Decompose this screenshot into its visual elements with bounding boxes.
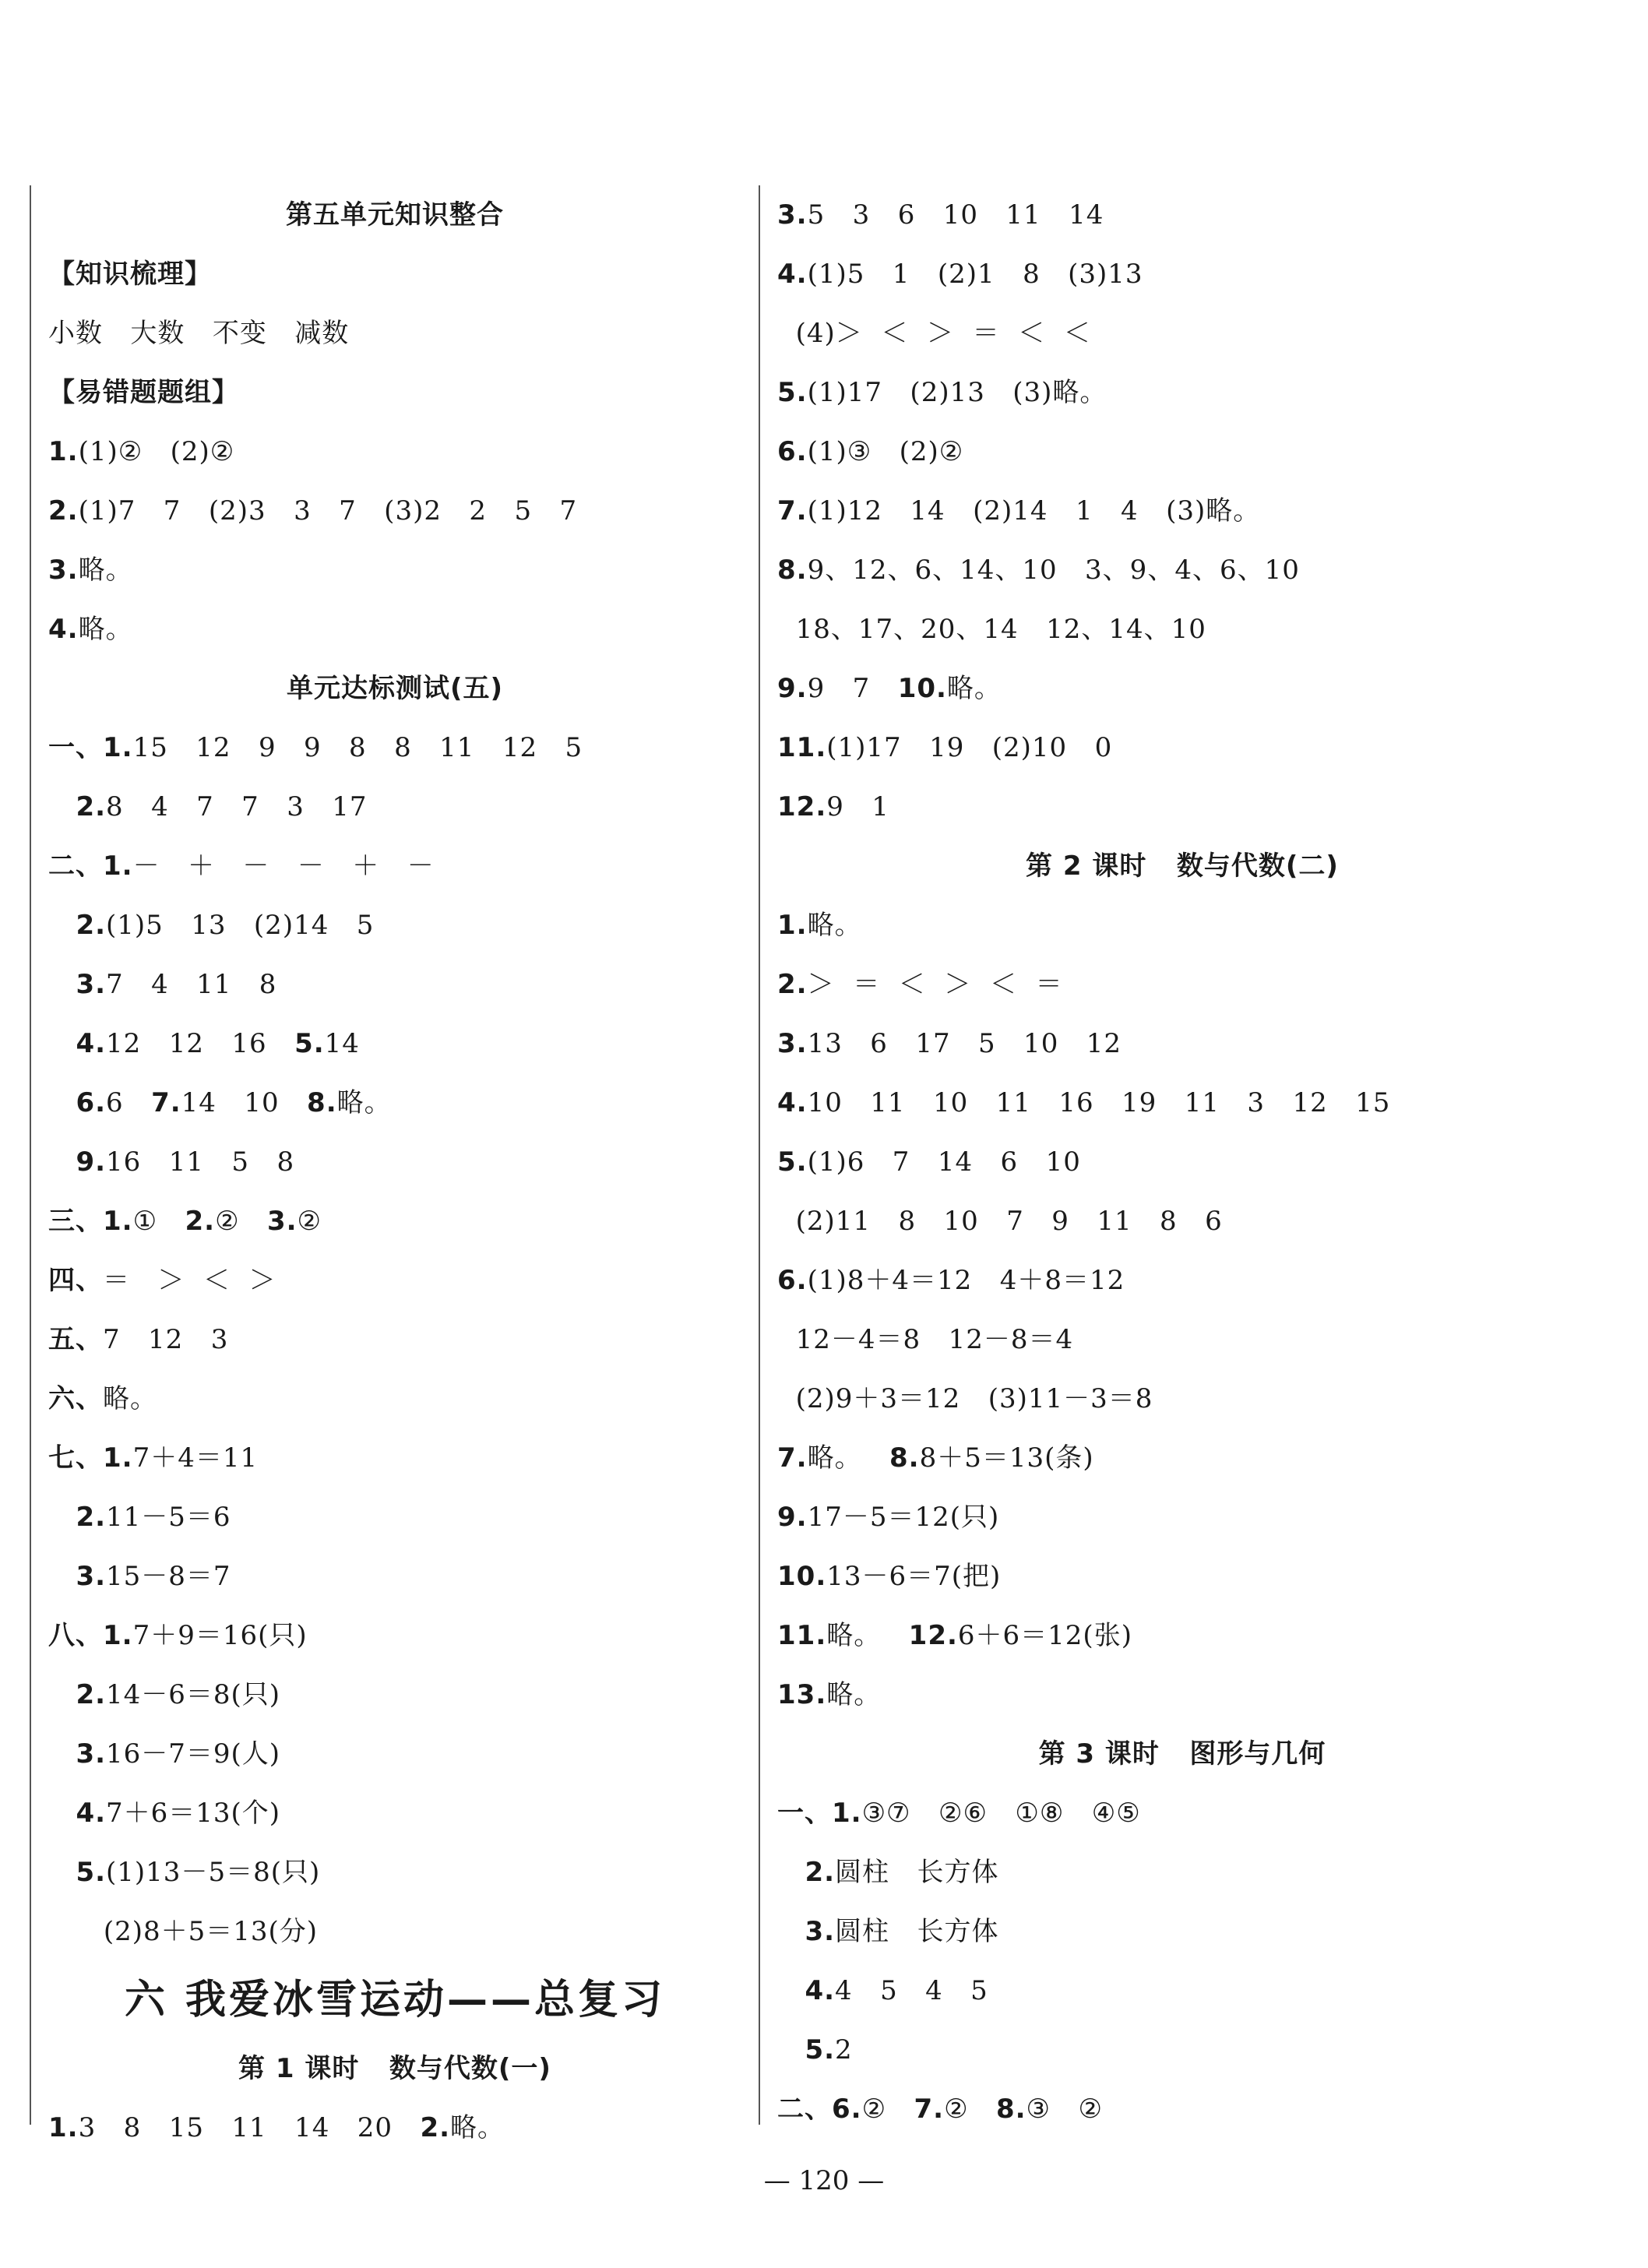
answer-text: 7＋9＝16(只) [132,1620,308,1651]
answer-text: 6＋6＝12(张) [957,1620,1132,1651]
answer-text: 2 [835,2034,853,2066]
question-number: 2. [420,2112,451,2143]
answer-text: 略。 [826,1620,909,1651]
answer-line [777,955,1587,1014]
left-column [48,185,741,2157]
answer-text: 略。 [807,910,862,941]
question-number: 4. [777,1087,808,1118]
answer-line [48,422,741,481]
question-number: 六、 [48,1383,103,1414]
indent [48,791,76,822]
question-number: 一、1. [777,1798,862,1829]
question-number: 6. [777,436,808,467]
question-number: 13. [777,1679,827,1710]
answer-text: (1)17 (2)13 (3)略。 [807,377,1107,408]
answer-line [777,1488,1587,1547]
answer-text: 7＋4＝11 [132,1442,259,1474]
question-number: 二、6. [777,2094,862,2125]
answer-text: 4 5 4 5 [835,1975,988,2006]
question-number: 7. [151,1087,181,1118]
answer-line [48,1192,741,1251]
question-number: 1. [48,2112,79,2143]
answer-line [48,1428,741,1488]
question-number: 9. [777,1502,808,1533]
answer-text: 略。 [826,1679,882,1710]
answer-text: 9 1 [826,791,889,822]
indent [777,1206,796,1237]
answer-text: ＞ ＝ ＜ ＞ ＜ ＝ [807,969,1063,1000]
section-heading: 单元达标测试(五) [286,673,504,704]
answer-line [777,1547,1587,1606]
question-number: 2. [777,969,808,1000]
answer-line [777,659,1587,718]
answer-text: 11－5＝6 [106,1502,231,1533]
indent [48,1561,76,1592]
left-margin-rule [30,185,31,2125]
answer-text: 略。 [78,555,133,586]
answer-text: ② [297,1206,322,1237]
answer-line [777,1961,1587,2020]
answer-text: ③ ② [1026,2094,1103,2125]
answer-text: 14 10 [181,1087,308,1118]
question-number: 2. [76,910,107,941]
indent [777,1975,805,2006]
question-number: 4. [76,1798,107,1829]
answer-line [777,1606,1587,1665]
answer-text: 5 3 6 10 11 14 [807,199,1104,231]
answer-line [777,481,1587,541]
answer-text: 7＋6＝13(个) [106,1798,281,1829]
answer-text: 略。 [78,614,133,645]
answer-line [48,1014,741,1073]
answer-text: 13 6 17 5 10 12 [807,1028,1122,1059]
indent [48,910,76,941]
question-number: 5. [294,1028,325,1059]
question-number: 11. [777,1620,827,1651]
answer-text: 圆柱 长方体 [835,1857,999,1888]
answer-text: 15－8＝7 [106,1561,231,1592]
answer-line [777,1132,1587,1192]
answer-line [48,481,741,541]
answer-line [777,422,1587,481]
question-number: 11. [777,732,827,763]
page-number: — 120 — [763,2165,885,2196]
answer-line [777,2080,1587,2139]
indent [48,1146,76,1178]
answer-text: － ＋ － － ＋ － [132,850,435,882]
question-number: 八、1. [48,1620,133,1651]
question-number: 6. [777,1265,808,1296]
question-number: 七、1. [48,1442,133,1474]
answer-text: 圆柱 长方体 [835,1916,999,1947]
question-number: 2. [185,1206,216,1237]
answer-line [777,1192,1587,1251]
question-number: 3. [266,1206,298,1237]
answer-line [777,541,1587,600]
answer-text: 18、17、20、14 12、14、10 [795,614,1206,645]
answer-text: 12－4＝8 12－8＝4 [795,1324,1074,1355]
question-number: 4. [805,1975,836,2006]
answer-line [48,1724,741,1784]
answer-text: (1)② (2)② [78,436,235,467]
answer-text: 16－7＝9(人) [106,1738,281,1770]
question-number: 8. [777,555,808,586]
answer-text: 略。 [807,1442,890,1474]
question-number: 8. [889,1442,920,1474]
answer-line [48,2098,741,2157]
question-number: 10. [897,673,947,704]
subsection-label: 【易错题题组】 [48,377,239,408]
answer-text: 16 11 5 8 [106,1146,295,1178]
answer-text: ① [132,1206,185,1237]
answer-text: 13－6＝7(把) [826,1561,1002,1592]
answer-line [777,185,1587,245]
answer-line [48,1784,741,1843]
indent [48,969,76,1000]
question-number: 3. [76,1561,107,1592]
answer-line [48,1547,741,1606]
answer-line [777,245,1587,304]
answer-text: 7 12 3 [103,1324,229,1355]
answer-line [48,718,741,777]
answer-text: (1)12 14 (2)14 1 4 (3)略。 [807,495,1261,526]
answer-line [777,2020,1587,2080]
question-number: 4. [76,1028,107,1059]
answer-text: 8 4 7 7 3 17 [106,791,368,822]
answer-text: 6 [106,1087,152,1118]
answer-text: 小数 大数 不变 减数 [48,318,350,349]
indent [777,1324,796,1355]
answer-line [48,1843,741,1902]
question-number: 2. [76,1502,107,1533]
answer-text: ③⑦ ②⑥ ①⑧ ④⑤ [861,1798,1141,1829]
answer-text: (2)8＋5＝13(分) [103,1916,319,1947]
question-number: 9. [777,673,808,704]
right-column [777,185,1587,2139]
indent [48,1502,76,1533]
question-number: 二、1. [48,850,133,882]
question-number: 一、1. [48,732,133,763]
indent [777,2034,805,2066]
answer-text: 8＋5＝13(条) [919,1442,1094,1474]
answer-line [48,1073,741,1132]
question-number: 4. [48,614,79,645]
answer-text: 3 8 15 11 14 20 [78,2112,421,2143]
answer-line [48,541,741,600]
question-number: 3. [76,969,107,1000]
question-number: 四、 [48,1265,103,1296]
indent [48,1738,76,1770]
answer-line [48,955,741,1014]
question-number: 2. [76,791,107,822]
indent [777,1383,796,1414]
chapter-title: 六 我爱冰雪运动——总复习 [124,1977,666,2023]
question-number: 3. [76,1738,107,1770]
section-heading: 第五单元知识整合 [286,199,504,231]
answer-line [777,1251,1587,1310]
answer-text: (1)7 7 (2)3 3 7 (3)2 2 5 7 [78,495,578,526]
indent [48,1028,76,1059]
answer-line [777,1428,1587,1488]
indent [48,1679,76,1710]
indent [48,1916,104,1947]
question-number: 12. [777,791,827,822]
answer-text: ＝ ＞ ＜ ＞ [103,1265,276,1296]
answer-line [777,1310,1587,1369]
answer-text: ② [944,2094,996,2125]
answer-text: 7 4 11 8 [106,969,277,1000]
answer-line [777,777,1587,836]
section-heading: 第 1 课时 数与代数(一) [238,2053,551,2084]
question-number: 12. [908,1620,958,1651]
answer-line [48,304,741,363]
question-number: 2. [48,495,79,526]
answer-text: (1)③ (2)② [807,436,964,467]
question-number: 8. [307,1087,337,1118]
indent [777,614,796,645]
question-number: 5. [777,1146,808,1178]
answer-line [777,1369,1587,1428]
answer-text: 略。 [336,1087,392,1118]
section-heading: 第 3 课时 图形与几何 [1038,1738,1326,1770]
question-number: 1. [777,910,808,941]
question-number: 5. [76,1857,107,1888]
answer-text: (1)17 19 (2)10 0 [826,732,1113,763]
answer-line [48,1132,741,1192]
answer-text: 9 7 [807,673,898,704]
answer-text: 略。 [946,673,1002,704]
section-heading: 第 2 课时 数与代数(二) [1026,850,1339,882]
answer-text: 15 12 9 9 8 8 11 12 5 [132,732,583,763]
answer-text: ② [215,1206,267,1237]
answer-line [777,1665,1587,1724]
answer-line [777,718,1587,777]
answer-text: ② [861,2094,914,2125]
question-number: 3. [48,555,79,586]
answer-line [48,600,741,659]
question-number: 6. [76,1087,107,1118]
question-number: 三、1. [48,1206,133,1237]
answer-line [777,1902,1587,1961]
question-number: 2. [76,1679,107,1710]
answer-text: 9、12、6、14、10 3、9、4、6、10 [807,555,1300,586]
indent [777,318,796,349]
answer-line [777,1014,1587,1073]
question-number: 7. [914,2094,945,2125]
answer-text: (1)13－5＝8(只) [106,1857,321,1888]
answer-line [48,1488,741,1547]
answer-line [777,1843,1587,1902]
answer-line [777,1784,1587,1843]
answer-line [777,896,1587,955]
indent [48,1857,76,1888]
answer-line [48,1665,741,1724]
answer-text: (1)6 7 14 6 10 [807,1146,1081,1178]
answer-line [777,363,1587,422]
question-number: 3. [777,199,808,231]
answer-text: 略。 [103,1383,157,1414]
answer-text: 10 11 10 11 16 19 11 3 12 15 [807,1087,1391,1118]
answer-text: (2)11 8 10 7 9 11 8 6 [795,1206,1223,1237]
indent [48,1798,76,1829]
answer-text: 12 12 16 [106,1028,295,1059]
question-number: 4. [777,259,808,290]
answer-line [48,1251,741,1310]
answer-text: 略。 [450,2112,505,2143]
answer-line [48,836,741,896]
answer-line [48,777,741,836]
question-number: 3. [805,1916,836,1947]
subsection-label: 【知识梳理】 [48,259,212,290]
answer-line [48,896,741,955]
indent [777,1857,805,1888]
answer-line [48,1902,741,1961]
answer-line [777,1073,1587,1132]
answer-line [777,304,1587,363]
answer-text: (1)5 13 (2)14 5 [106,910,375,941]
answer-line [48,1369,741,1428]
question-number: 五、 [48,1324,103,1355]
question-number: 9. [76,1146,107,1178]
answer-text: 14 [324,1028,360,1059]
question-number: 5. [805,2034,836,2066]
column-divider [759,185,760,2125]
question-number: 1. [48,436,79,467]
answer-line [777,600,1587,659]
answer-text: (1)5 1 (2)1 8 (3)13 [807,259,1143,290]
answer-text: (2)9＋3＝12 (3)11－3＝8 [795,1383,1153,1414]
indent [48,1087,76,1118]
question-number: 2. [805,1857,836,1888]
question-number: 8. [995,2094,1026,2125]
answer-text: 14－6＝8(只) [106,1679,281,1710]
answer-text: 17－5＝12(只) [807,1502,1000,1533]
question-number: 5. [777,377,808,408]
question-number: 3. [777,1028,808,1059]
answer-text: (1)8＋4＝12 4＋8＝12 [807,1265,1125,1296]
indent [777,1916,805,1947]
question-number: 7. [777,1442,808,1474]
question-number: 10. [777,1561,827,1592]
answer-line [48,1606,741,1665]
answer-text: (4)＞ ＜ ＞ ＝ ＜ ＜ [795,318,1091,349]
question-number: 7. [777,495,808,526]
answer-line [48,1310,741,1369]
